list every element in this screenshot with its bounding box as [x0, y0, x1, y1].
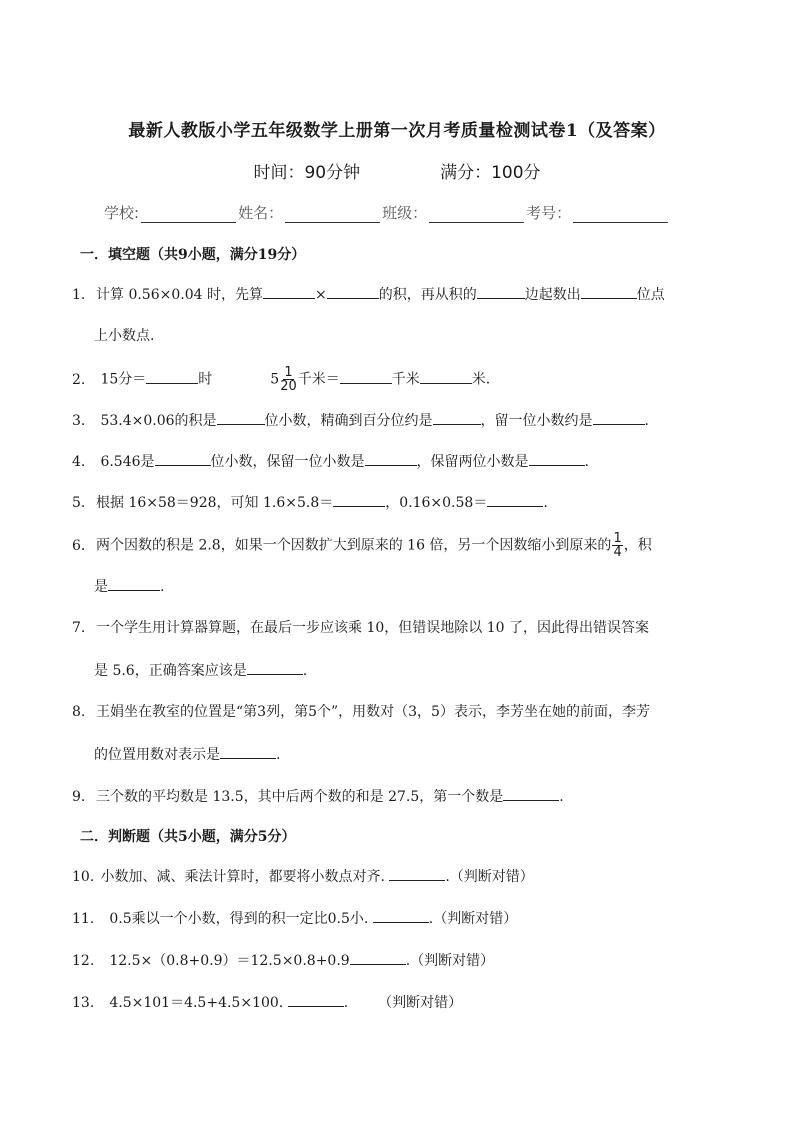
exam-no-label: 考号：	[526, 204, 572, 222]
answer-blank[interactable]	[340, 369, 392, 384]
question-text: 12.5×（0.8+0.9）＝12.5×0.8+0.9	[109, 953, 350, 969]
question-text: 位小数，保留一位小数是	[210, 454, 365, 470]
question-text: 6.546是	[100, 454, 155, 470]
question-text: 时	[198, 371, 213, 388]
question-text: .（判断对错）	[405, 953, 495, 969]
question-text: 王娟坐在教室的位置是“第3列，第5个”，用数对（3，5）表示，李芳坐在她的前面，李芳	[96, 704, 650, 720]
name-label: 姓名：	[238, 204, 284, 222]
question-number: 1.	[72, 287, 86, 303]
question-1	[72, 284, 732, 305]
question-text: 是 5.6，正确答案应该是	[94, 663, 247, 679]
exam-score: 满分：100分	[440, 163, 541, 183]
question-number: 12.	[72, 953, 95, 969]
question-number: 7.	[72, 620, 86, 636]
question-text: .	[584, 454, 589, 470]
answer-blank[interactable]	[593, 410, 645, 425]
question-8	[72, 702, 732, 722]
question-3	[72, 410, 732, 431]
answer-blank[interactable]	[217, 410, 265, 425]
school-label: 学校:	[104, 204, 140, 222]
question-8-cont	[72, 744, 754, 765]
question-text: 根据 16×58＝928，可知 1.6×5.8＝	[96, 495, 334, 511]
question-text: 位小数，精确到百分位约是	[264, 413, 433, 429]
answer-blank[interactable]	[247, 660, 303, 675]
answer-blank[interactable]	[350, 950, 406, 965]
exam-no-blank[interactable]	[573, 207, 668, 223]
question-11	[72, 908, 732, 929]
question-text: 的位置用数对表示是	[94, 747, 220, 763]
answer-blank[interactable]	[146, 369, 198, 384]
question-text: 边起数出	[524, 287, 581, 303]
question-text: 千米＝	[297, 371, 340, 388]
answer-blank[interactable]	[327, 284, 379, 299]
question-text: 位点	[636, 287, 665, 303]
question-text: .	[543, 495, 548, 511]
question-text: 千米	[391, 371, 420, 388]
question-text: .	[160, 579, 165, 595]
answer-blank[interactable]	[373, 908, 429, 923]
answer-blank[interactable]	[420, 369, 472, 384]
question-7-cont	[72, 660, 754, 681]
answer-blank[interactable]	[220, 744, 276, 759]
school-blank[interactable]	[141, 207, 236, 223]
question-5	[72, 492, 732, 513]
question-text: 小数加、减、乘法计算时，都要将小数点对齐.	[100, 869, 385, 885]
question-7	[72, 618, 732, 638]
question-text: 上小数点.	[94, 328, 155, 344]
fraction	[280, 366, 297, 393]
fraction-numerator: 1	[284, 365, 293, 380]
answer-blank[interactable]	[108, 576, 160, 591]
question-text: 的积，再从积的	[378, 287, 477, 303]
answer-blank[interactable]	[487, 492, 543, 507]
section-fill-blank-title: 一．填空题（共9小题，满分19分）	[80, 247, 306, 263]
fraction-denominator: 20	[280, 379, 297, 394]
question-text: .	[559, 789, 564, 805]
question-text: ，保留两位小数是	[416, 454, 529, 470]
answer-blank[interactable]	[263, 284, 315, 299]
question-number: 8.	[72, 704, 86, 720]
question-4	[72, 451, 732, 472]
question-number: 10.	[72, 869, 95, 885]
question-6	[72, 532, 732, 559]
answer-blank[interactable]	[365, 451, 417, 466]
answer-blank[interactable]	[477, 284, 525, 299]
class-label: 班级：	[382, 204, 428, 222]
question-text: ，0.16×0.58＝	[385, 495, 488, 511]
fraction-numerator: 1	[613, 531, 622, 546]
question-6-cont	[72, 576, 754, 597]
question-number: 6.	[72, 537, 86, 554]
question-number: 13.	[72, 995, 95, 1011]
question-text: 三个数的平均数是 13.5，其中后两个数的和是 27.5，第一个数是	[96, 789, 504, 805]
name-blank[interactable]	[285, 207, 380, 223]
question-number: 11.	[72, 911, 95, 927]
question-9	[72, 786, 732, 807]
class-blank[interactable]	[429, 207, 524, 223]
question-text: .（判断对错）	[445, 869, 534, 885]
answer-blank[interactable]	[155, 451, 211, 466]
question-number: 3.	[72, 413, 86, 429]
question-text: 15分＝	[100, 371, 147, 388]
question-text: .	[276, 747, 281, 763]
section-true-false-title: 二．判断题（共5小题，满分5分）	[80, 829, 296, 845]
question-text: ，留一位小数约是	[480, 413, 593, 429]
answer-blank[interactable]	[288, 992, 344, 1007]
fraction-denominator: 4	[613, 545, 622, 560]
question-text: 米.	[471, 371, 491, 388]
page-title: 最新人教版小学五年级数学上册第一次月考质量检测试卷1（及答案）	[128, 121, 666, 141]
answer-blank[interactable]	[581, 284, 637, 299]
question-2	[72, 366, 732, 393]
student-info	[104, 202, 670, 223]
question-12	[72, 950, 732, 971]
answer-blank[interactable]	[503, 786, 559, 801]
question-text: 两个因数的积是 2.8，如果一个因数扩大到原来的 16 倍，另一个因数缩小到原来的	[96, 537, 612, 554]
question-text: 是	[94, 579, 108, 595]
question-13	[72, 992, 732, 1013]
question-text: .（判断对错）	[428, 911, 518, 927]
answer-blank[interactable]	[389, 866, 445, 881]
answer-blank[interactable]	[529, 451, 585, 466]
answer-blank[interactable]	[433, 410, 481, 425]
question-1-cont	[72, 326, 754, 346]
question-text: .	[302, 663, 308, 679]
question-text: 一个学生用计算器算题，在最后一步应该乘 10，但错误地除以 10 了，因此得出错误答案	[96, 620, 649, 636]
fraction	[612, 532, 622, 559]
question-text: 计算 0.56×0.04 时，先算	[96, 287, 263, 303]
question-text: ，积	[623, 537, 652, 554]
answer-blank[interactable]	[333, 492, 385, 507]
question-text: 53.4×0.06的积是	[100, 413, 217, 429]
question-number: 2.	[72, 371, 86, 388]
question-text: （判断对错）	[378, 995, 463, 1011]
question-10	[72, 866, 732, 887]
question-number: 4.	[72, 454, 86, 470]
mixed-number-whole: 5	[270, 371, 280, 388]
question-text: .	[343, 995, 349, 1011]
question-text: 0.5乘以一个小数，得到的积一定比0.5小.	[109, 911, 369, 927]
exam-time: 时间：90分钟	[253, 163, 361, 183]
question-text: .	[644, 413, 649, 429]
question-text: ×	[314, 287, 327, 303]
question-number: 9.	[72, 789, 86, 805]
question-text: 4.5×101＝4.5+4.5×100.	[109, 995, 284, 1011]
exam-meta	[0, 158, 794, 183]
question-number: 5.	[72, 495, 86, 511]
